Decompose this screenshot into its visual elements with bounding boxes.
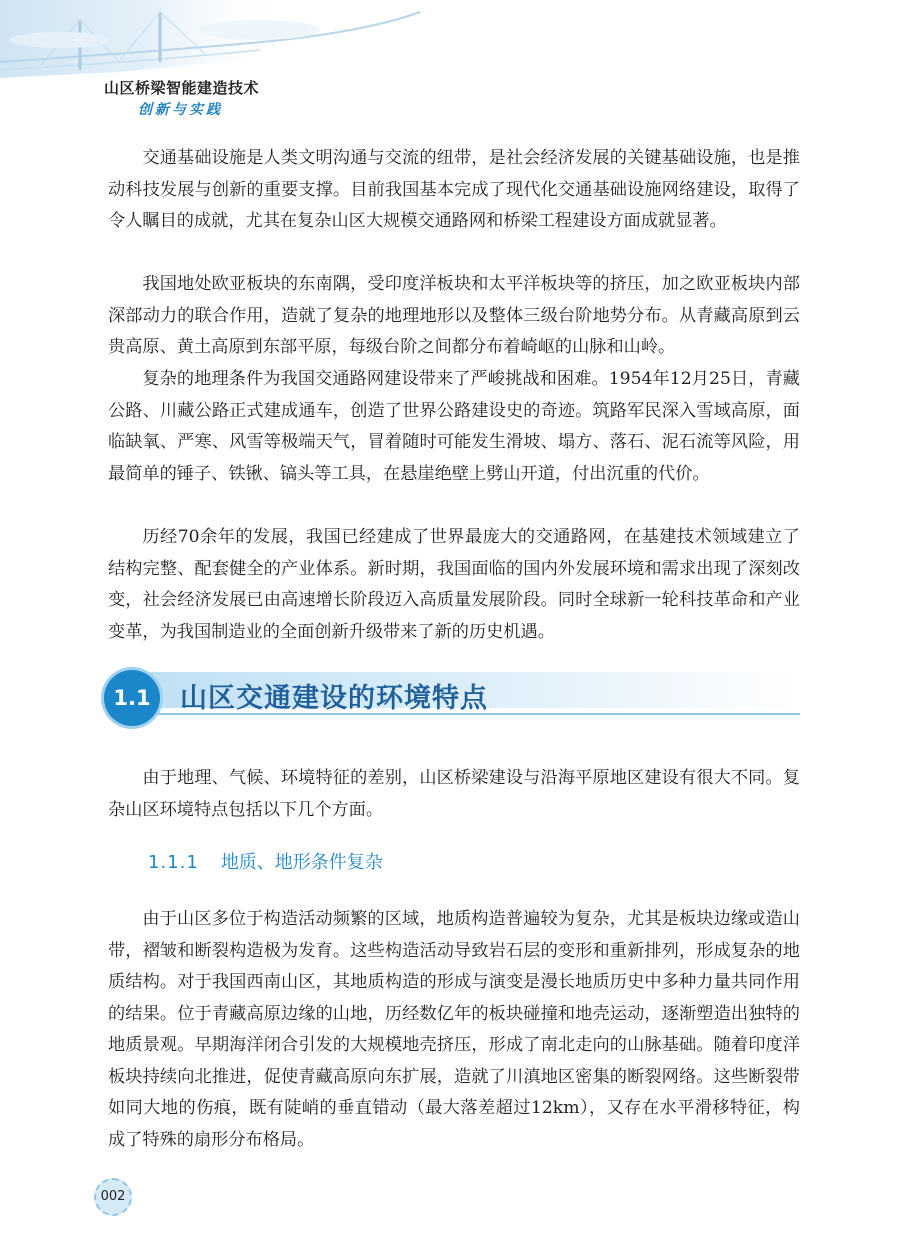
body-paragraph: 由于山区多位于构造活动频繁的区域，地质构造普遍较为复杂，尤其是板块边缘或造山带，褶皱和断裂构造极为发育。这些构造活动导致岩石层的变形和重新排列，形成复杂的地质结构。对于我国西南山区，其地质构造的形成与演变是漫长地质历史中多种力量共同作用的结果。位于青藏高原边缘的山地，历经数亿年的板块碰撞和地壳运动，逐渐塑造出独特的地质景观。早期海洋闭合引发的大规模地壳挤压，形成了南北走向的山脉基础。随着印度洋板块持续向北推进，促使青藏高原向东扩展，造就了川滇地区密集的断裂网络。这些断裂带如同大地的伤痕，既有陡峭的垂直错动（最大落差超过12km），又存在水平滑移特征，构成了特殊的扇形分布格局。 bbox=[108, 909, 800, 1150]
body-paragraph: 交通基础设施是人类文明沟通与交流的纽带，是社会经济发展的关键基础设施，也是推动科技发展与创新的重要支撑。目前我国基本完成了现代化交通基础设施网络建设，取得了令人瞩目的成就，尤其在复杂山区大规模交通路网和桥梁工程建设方面成就显著。 bbox=[108, 148, 800, 231]
section-number: 1.1 bbox=[113, 686, 151, 710]
body-paragraph: 我国地处欧亚板块的东南隅，受印度洋板块和太平洋板块等的挤压，加之欧亚板块内部深部动力的联合作用，造就了复杂的地理地形以及整体三级台阶地势分布。从青藏高原到云贵高原、黄土高原到东部平原，每级台阶之间都分布着崎岖的山脉和山岭。 bbox=[108, 274, 800, 357]
book-subtitle: 创新与实践 bbox=[138, 102, 223, 118]
header-bridge-illustration bbox=[0, 0, 900, 80]
subsection-title: 地质、地形条件复杂 bbox=[220, 852, 383, 873]
book-title: 山区桥梁智能建造技术 bbox=[104, 79, 260, 97]
subsection-number: 1.1.1 bbox=[148, 852, 199, 873]
section-title: 山区交通建设的环境特点 bbox=[180, 683, 488, 714]
page-number: 002 bbox=[100, 1189, 126, 1204]
subsection-heading bbox=[148, 848, 383, 874]
body-paragraph: 复杂的地理条件为我国交通路网建设带来了严峻挑战和困难。1954年12月25日，青藏公路、川藏公路正式建成通车，创造了世界公路建设史的奇迹。筑路军民深入雪域高原，面临缺氧、严寒、风雪等极端天气，冒着随时可能发生滑坡、塌方、落石、泥石流等风险，用最简单的锤子、铁锹、镐头等工具，在悬崖绝壁上劈山开道，付出沉重的代价。 bbox=[108, 369, 800, 484]
section-intro-paragraph: 由于地理、气候、环境特征的差别，山区桥梁建设与沿海平原地区建设有很大不同。复杂山区环境特点包括以下几个方面。 bbox=[108, 768, 800, 820]
body-paragraph: 历经70余年的发展，我国已经建成了世界最庞大的交通路网，在基建技术领域建立了结构完整、配套健全的产业体系。新时期，我国面临的国内外发展环境和需求出现了深刻改变，社会经济发展已由高速增长阶段迈入高质量发展阶段。同时全球新一轮科技革命和产业变革，为我国制造业的全面创新升级带来了新的历史机遇。 bbox=[108, 527, 800, 642]
